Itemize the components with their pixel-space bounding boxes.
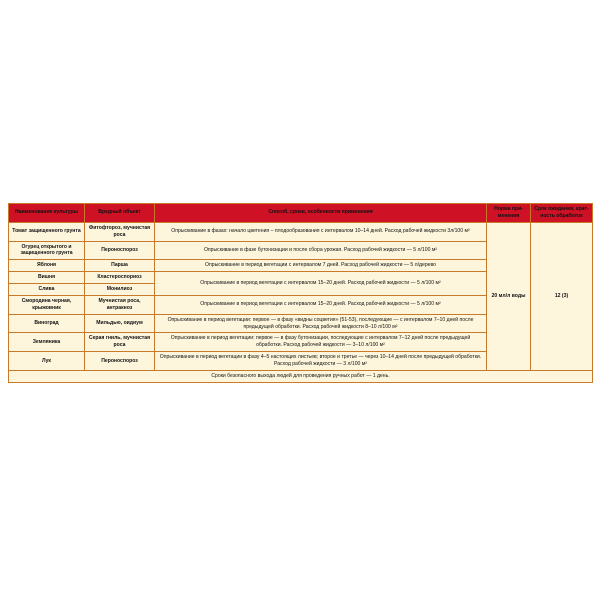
cell-culture: Смородина черная, крыжовник bbox=[9, 295, 85, 314]
cell-method: Опрыскивание в период вегетации: первое — в фазу бутонизации, последующие с интервалом 7–12 дней после предыдущей обработки. Расход рабочей жидкости — 3–10 л/100 м² bbox=[155, 333, 487, 352]
cell-method: Опрыскивание в период вегетации с интервалом 15–20 дней. Расход рабочей жидкости — 5 л/100 м² bbox=[155, 295, 487, 314]
cell-culture: Вишня bbox=[9, 272, 85, 284]
column-header-wait: Срок ожидания, кратность обработок bbox=[531, 204, 593, 223]
cell-culture: Огурец открытого и защищенного грунта bbox=[9, 241, 85, 260]
cell-footer-note: Сроки безопасного выхода людей для проведения ручных работ — 1 день. bbox=[9, 370, 593, 382]
cell-method: Опрыскивание в фазе бутонизации и после сбора урожая. Расход рабочей жидкости — 5 л/100 м² bbox=[155, 241, 487, 260]
cell-wait: 12 (3) bbox=[531, 222, 593, 370]
table-footer-row bbox=[9, 370, 593, 382]
cell-pest: Пероноспороз bbox=[85, 241, 155, 260]
cell-culture: Земляника bbox=[9, 333, 85, 352]
column-header-culture: Наименование культуры bbox=[9, 204, 85, 223]
cell-method: Опрыскивание в период вегетации: первое — в фазу «видны соцветия» (51-53), последующие — с интервалом 7–10 дней после предыдущей обработки. Расход рабочей жидкости 8–10 л/100 м² bbox=[155, 314, 487, 333]
cell-culture: Яблоня bbox=[9, 260, 85, 272]
table-header bbox=[9, 204, 593, 223]
application-table bbox=[8, 203, 593, 383]
cell-culture: Виноград bbox=[9, 314, 85, 333]
cell-pest: Мильдью, оидиум bbox=[85, 314, 155, 333]
column-header-norm: Норма применения bbox=[487, 204, 531, 223]
cell-method: Опрыскивание в фазах: начало цветения – плодообразования с интервалом 10–14 дней. Расход рабочей жидкости 3л/100 м² bbox=[155, 222, 487, 241]
cell-pest: Серая гниль, мучнистая роса bbox=[85, 333, 155, 352]
cell-pest: Мучнистая роса, антракноз bbox=[85, 295, 155, 314]
table-body bbox=[9, 222, 593, 382]
cell-method: Опрыскивание в период вегетации с интервалом 7 дней. Расход рабочей жидкости — 5 л/дерево bbox=[155, 260, 487, 272]
cell-culture: Лук bbox=[9, 352, 85, 371]
cell-pest: Монилиоз bbox=[85, 284, 155, 296]
cell-culture: Слива bbox=[9, 284, 85, 296]
cell-pest: Фитофтороз, мучнистая роса bbox=[85, 222, 155, 241]
cell-pest: Парша bbox=[85, 260, 155, 272]
application-table-container bbox=[8, 203, 592, 383]
cell-method: Опрыскивание в период вегетации в фазу 4–5 настоящих листьев; второе и третье — через 10–14 дней после предыдущей обработки. Расход рабочей жидкости — 3 л/100 м² bbox=[155, 352, 487, 371]
cell-method: Опрыскивание в период вегетации с интервалом 15–20 дней. Расход рабочей жидкости — 5 л/100 м² bbox=[155, 272, 487, 296]
cell-pest: Пероноспороз bbox=[85, 352, 155, 371]
cell-norm: 20 мл/л воды bbox=[487, 222, 531, 370]
column-header-method: Способ, сроки, особенности применения bbox=[155, 204, 487, 223]
cell-pest: Кластероспориоз bbox=[85, 272, 155, 284]
table-header-row bbox=[9, 204, 593, 223]
table-row bbox=[9, 222, 593, 241]
column-header-pest: Вредный объект bbox=[85, 204, 155, 223]
cell-culture: Томат защищенного грунта bbox=[9, 222, 85, 241]
